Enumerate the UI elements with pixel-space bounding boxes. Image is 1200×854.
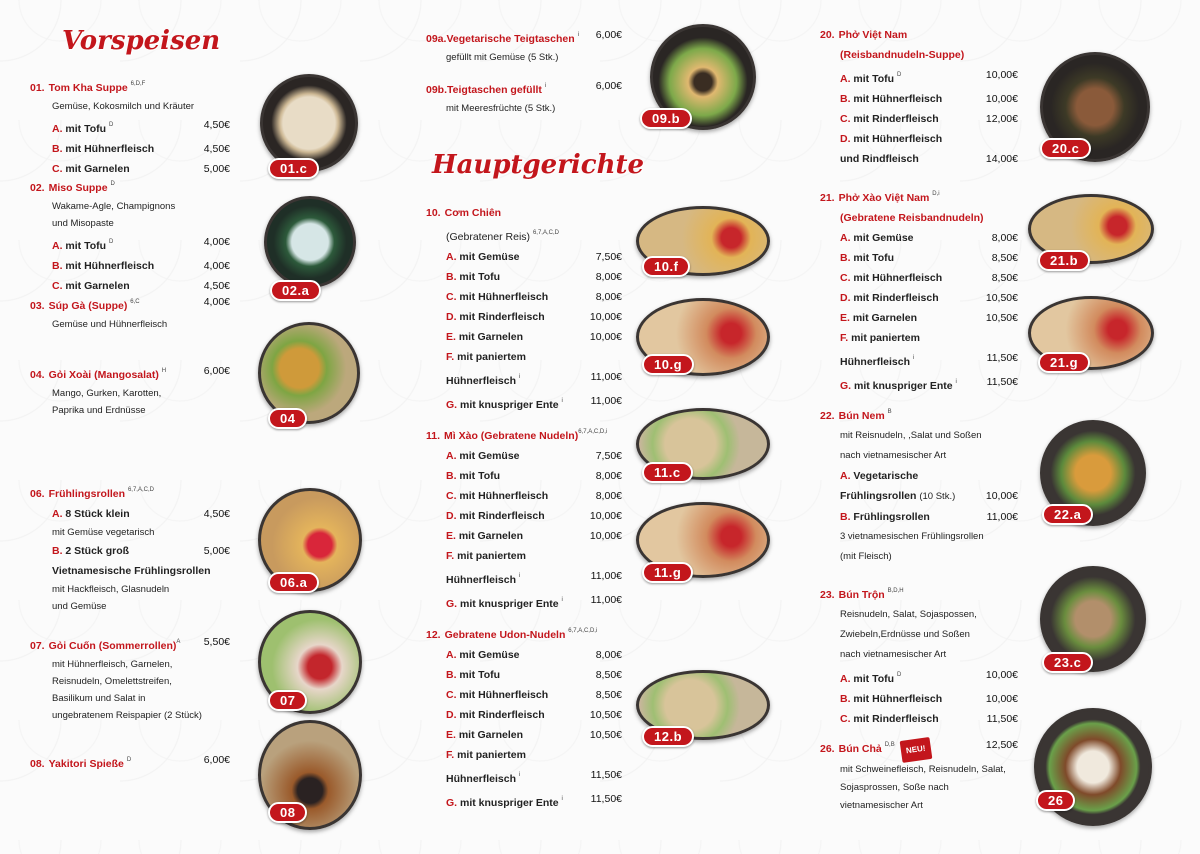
menu-item-11: 11. Mì Xào (Gebratene Nudeln)$^{6,7,A,C,D,i}$ A. mit Gemüse 7,50€ B. mit Tofu 8,00€ C. mit Hühnerfleisch 8,00€ D. mit Rinderfleisch 10,00€ E. mit Garnelen 10,00€ F. mit paniertem Hühnerfleisch $^i$ 11,00€ G. mit knuspriger Ente $^i$ 11,00€: [426, 422, 622, 614]
photo-tag: 12.b: [642, 726, 694, 747]
photo-tag: 04: [268, 408, 307, 429]
item-name: Mì Xào (Gebratene Nudeln): [444, 430, 579, 442]
item-name: Teigtaschen gefüllt: [447, 84, 542, 96]
item-name: Gỏi Cuốn (Sommerrollen): [48, 640, 177, 652]
option-row: B. mit Hühnerfleisch 10,00€: [840, 93, 1018, 105]
item-description: Wakame-Agle, Champignons: [52, 201, 176, 212]
option-row: C. mit Garnelen 4,50€: [52, 280, 230, 292]
photo-tag: 21.g: [1038, 352, 1090, 373]
option-row: A. mit Tofu $^D$ 10,00€: [840, 669, 1018, 685]
menu-item-04: 04. Gỏi Xoài (Mangosalat) $^H$ 6,00€ Mango, Gurken, Karotten, Paprika und Erdnüsse: [30, 361, 230, 419]
option-row: A. mit Tofu $^D$ 4,00€: [52, 236, 230, 252]
option-row: C. mit Hühnerfleisch 8,00€: [446, 490, 622, 502]
photo-tag: 06.a: [268, 572, 319, 593]
item-name: Phở Việt Nam: [838, 29, 908, 41]
heading-hauptgerichte: Hauptgerichte: [432, 150, 645, 180]
item-price: 6,00€: [203, 754, 230, 766]
photo-tag: 22.a: [1042, 504, 1093, 525]
item-price: 4,00€: [203, 296, 230, 308]
option-row: B. 2 Stück groß 5,00€: [52, 545, 230, 557]
menu-item-02: 02. Miso Suppe $^D$ Wakame-Agle, Champignons und Misopaste A. mit Tofu $^D$ 4,00€ B. mit Hühnerfleisch 4,00€ C. mit Garnelen 4,50€: [30, 174, 230, 296]
option-row: G. mit knuspriger Ente $^i$ 11,00€: [446, 594, 622, 610]
photo-tag: 10.f: [642, 256, 690, 277]
option-row: D. mit Rinderfleisch 10,00€: [446, 311, 622, 323]
option-row: B. mit Hühnerfleisch 10,00€: [840, 693, 1018, 705]
option-row: E. mit Garnelen 10,00€: [446, 331, 622, 343]
item-name: Yakitori Spieße: [48, 758, 124, 770]
item-name: Gỏi Xoài (Mangosalat): [48, 369, 159, 381]
option-row: B. mit Tofu 8,50€: [840, 252, 1018, 264]
option-row: A. mit Gemüse 8,00€: [446, 649, 622, 661]
option-row: F. mit paniertem: [446, 351, 526, 363]
item-name: Bún Nem: [838, 410, 885, 422]
option-row: D. mit Rinderfleisch 10,50€: [840, 292, 1018, 304]
option-row: E. mit Garnelen 10,00€: [446, 530, 622, 542]
item-description: und Misopaste: [52, 218, 114, 229]
menu-item-12: 12. Gebratene Udon-Nudeln $^{6,7,A,C,D,i}$ A. mit Gemüse 8,00€ B. mit Tofu 8,50€ C. mit Hühnerfleisch 8,50€ D. mit Rinderfleisch 10,50€ E. mit Garnelen 10,50€ F. mit paniertem Hühnerfleisch $^i$ 11,50€ G. mit knuspriger Ente $^i$ 11,50€: [426, 621, 622, 813]
menu-item-10: 10. Cơm Chiên (Gebratener Reis) $^{6,7,A,C,D}$ A. mit Gemüse 7,50€ B. mit Tofu 8,00€ C. mit Hühnerfleisch 8,00€ D. mit Rinderfleisch 10,00€ E. mit Garnelen 10,00€ F. mit paniertem Hühnerfleisch $^i$ 11,00€ G. mit knuspriger Ente $^i$ 11,00€: [426, 203, 622, 415]
item-name: Frühlingsrollen: [48, 488, 126, 500]
photo-tag: 09.b: [640, 108, 692, 129]
option-row: G. mit knuspriger Ente $^i$ 11,50€: [446, 793, 622, 809]
menu-item-06: 06. Frühlingsrollen $^{6,7,A,C,D}$ A. 8 Stück klein 4,50€ mit Gemüse vegetarisch B. 2 Stück groß 5,00€ Vietnamesische Frühlingsrollen mit Hackfleisch, Glasnudeln und Gemüse: [30, 487, 230, 612]
menu-item-09a: 09a.Vegetarische Teigtaschen $^i$ 6,00€ gefüllt mit Gemüse (5 Stk.): [426, 29, 622, 63]
option-row: B. mit Tofu 8,00€: [446, 271, 622, 283]
menu-item-03: 03. Súp Gà (Suppe) $^{6,C}$ 4,00€ Gemüse und Hühnerfleisch: [30, 292, 230, 333]
option-row: B. Frühlingsrollen 11,00€: [840, 511, 1018, 523]
option-row: F. mit paniertem: [446, 550, 526, 562]
photo-tag: 11.g: [642, 562, 693, 583]
photo-tag: 23.c: [1042, 652, 1093, 673]
option-row: C. mit Hühnerfleisch 8,50€: [446, 689, 622, 701]
item-name: Bún Chả: [838, 743, 882, 755]
item-name: Súp Gà (Suppe): [48, 300, 128, 312]
photo-tag: 20.c: [1040, 138, 1091, 159]
option-row: B. mit Tofu 8,50€: [446, 669, 622, 681]
item-name: Cơm Chiên: [444, 207, 502, 219]
option-row: C. mit Hühnerfleisch 8,00€: [446, 291, 622, 303]
option-row: F. mit paniertem: [446, 749, 526, 761]
option-row: A. mit Gemüse 8,00€: [840, 232, 1018, 244]
item-price: 6,00€: [203, 365, 230, 377]
option-row: Hühnerfleisch $^i$ 11,00€: [446, 371, 622, 387]
item-number: 01.: [30, 82, 45, 94]
option-row: A. mit Gemüse 7,50€: [446, 251, 622, 263]
option-row: E. mit Garnelen 10,50€: [840, 312, 1018, 324]
menu-item-22: 22. Bún Nem $^B$ mit Reisnudeln, ,Salat und Soßen nach vietnamesischer Art A. Vegetarische Frühlingsrollen (10 Stk.) 10,00€ B. Frühlingsrollen 11,00€ 3 vietnamesischen Frühlingsrollen (mit Fleisch): [820, 409, 1018, 562]
option-row: G. mit knuspriger Ente $^i$ 11,50€: [840, 376, 1018, 392]
option-row: B. mit Tofu 8,00€: [446, 470, 622, 482]
photo-tag: 21.b: [1038, 250, 1090, 271]
menu-item-07: 07. Gỏi Cuốn (Sommerrollen)$^A$ 5,50€ mit Hühnerfleisch, Garnelen, Reisnudeln, Omelettstreifen, Basilikum und Salat in ungebratenem Reispapier (2 Stück): [30, 632, 230, 724]
menu-item-26: 26. Bún Chả $^{D,B}$ NEU! 12,50€ mit Schweinefleisch, Reisnudeln, Salat, Sojasprossen, Soße nach vietnamesischer Art: [820, 739, 1018, 811]
option-row: und Rindfleisch 14,00€: [840, 153, 1018, 165]
item-name: Bún Trộn: [838, 589, 885, 601]
option-row: D. mit Rinderfleisch 10,00€: [446, 510, 622, 522]
item-name: Miso Suppe: [48, 182, 108, 194]
menu-item-09b: 09b.Teigtaschen gefüllt $^i$ 6,00€ mit Meeresfrüchte (5 Stk.): [426, 80, 622, 114]
item-name: Vegetarische Teigtaschen: [446, 33, 575, 45]
option-row: D. mit Rinderfleisch 10,50€: [446, 709, 622, 721]
menu-item-23: 23. Bún Trộn $^{B,D,H}$ Reisnudeln, Salat, Sojaspossen, Zwiebeln,Erdnüsse und Soßen nach vietnamesischer Art A. mit Tofu $^D$ 10,00€ B. mit Hühnerfleisch 10,00€ C. mit Rinderfleisch 11,50€: [820, 581, 1018, 729]
option-row: A. mit Gemüse 7,50€: [446, 450, 622, 462]
item-name: Tom Kha Suppe: [48, 82, 128, 94]
option-row: A. 8 Stück klein 4,50€: [52, 508, 230, 520]
option-row: B. mit Hühnerfleisch 4,00€: [52, 260, 230, 272]
item-price: 5,50€: [203, 636, 230, 648]
option-row: A. mit Tofu $^D$ 10,00€: [840, 69, 1018, 85]
item-name: Gebratene Udon-Nudeln: [444, 629, 566, 641]
new-badge: NEU!: [899, 737, 931, 763]
menu-item-21: 21. Phở Xào Việt Nam $^{D,i}$ (Gebratene Reisbandnudeln) A. mit Gemüse 8,00€ B. mit Tofu 8,50€ C. mit Hühnerfleisch 8,50€ D. mit Rinderfleisch 10,50€ E. mit Garnelen 10,50€ F. mit paniertem Hühnerfleisch $^i$ 11,50€ G. mit knuspriger Ente $^i$ 11,50€: [820, 184, 1018, 396]
heading-vorspeisen: Vorspeisen: [62, 26, 221, 56]
menu-item-01: [30, 74, 230, 179]
item-number: 02.: [30, 182, 45, 194]
option-row: C. mit Rinderfleisch 12,00€: [840, 113, 1018, 125]
option-row: G. mit knuspriger Ente $^i$ 11,00€: [446, 395, 622, 411]
option-row: Hühnerfleisch $^i$ 11,00€: [446, 570, 622, 586]
item-description: Gemüse und Hühnerfleisch: [52, 319, 168, 330]
menu-item-08: 08. Yakitori Spieße $^D$ 6,00€: [30, 750, 230, 774]
option-row: B. mit Hühnerfleisch 4,50€: [52, 143, 230, 155]
option-row: A. mit Tofu $^D$ 4,50€: [52, 119, 230, 135]
photo-tag: 01.c: [268, 158, 319, 179]
photo-tag: 02.a: [270, 280, 321, 301]
photo-tag: 11.c: [642, 462, 693, 483]
option-row: Hühnerfleisch $^i$ 11,50€: [446, 769, 622, 785]
photo-tag: 07: [268, 690, 307, 711]
item-name: Phở Xào Việt Nam: [838, 192, 930, 204]
photo-tag: 26: [1036, 790, 1075, 811]
menu-item-20: 20. Phở Việt Nam (Reisbandnudeln-Suppe) A. mit Tofu $^D$ 10,00€ B. mit Hühnerfleisch 10,00€ C. mit Rinderfleisch 12,00€ D. mit Hühnerfleisch und Rindfleisch 14,00€: [820, 25, 1018, 169]
option-row: Hühnerfleisch $^i$ 11,50€: [840, 352, 1018, 368]
photo-tag: 08: [268, 802, 307, 823]
photo-tag: 10.g: [642, 354, 694, 375]
option-row: A. Vegetarische: [840, 470, 919, 482]
option-row: C. mit Rinderfleisch 11,50€: [840, 713, 1018, 725]
option-row: F. mit paniertem: [840, 332, 920, 344]
item-description: Gemüse, Kokosmilch und Kräuter: [52, 101, 195, 112]
allergen-codes: 6,D,F: [130, 81, 146, 87]
option-row: D. mit Hühnerfleisch: [840, 133, 943, 145]
option-row: E. mit Garnelen 10,50€: [446, 729, 622, 741]
option-row: C. mit Garnelen 5,00€: [52, 163, 230, 175]
option-row: C. mit Hühnerfleisch 8,50€: [840, 272, 1018, 284]
